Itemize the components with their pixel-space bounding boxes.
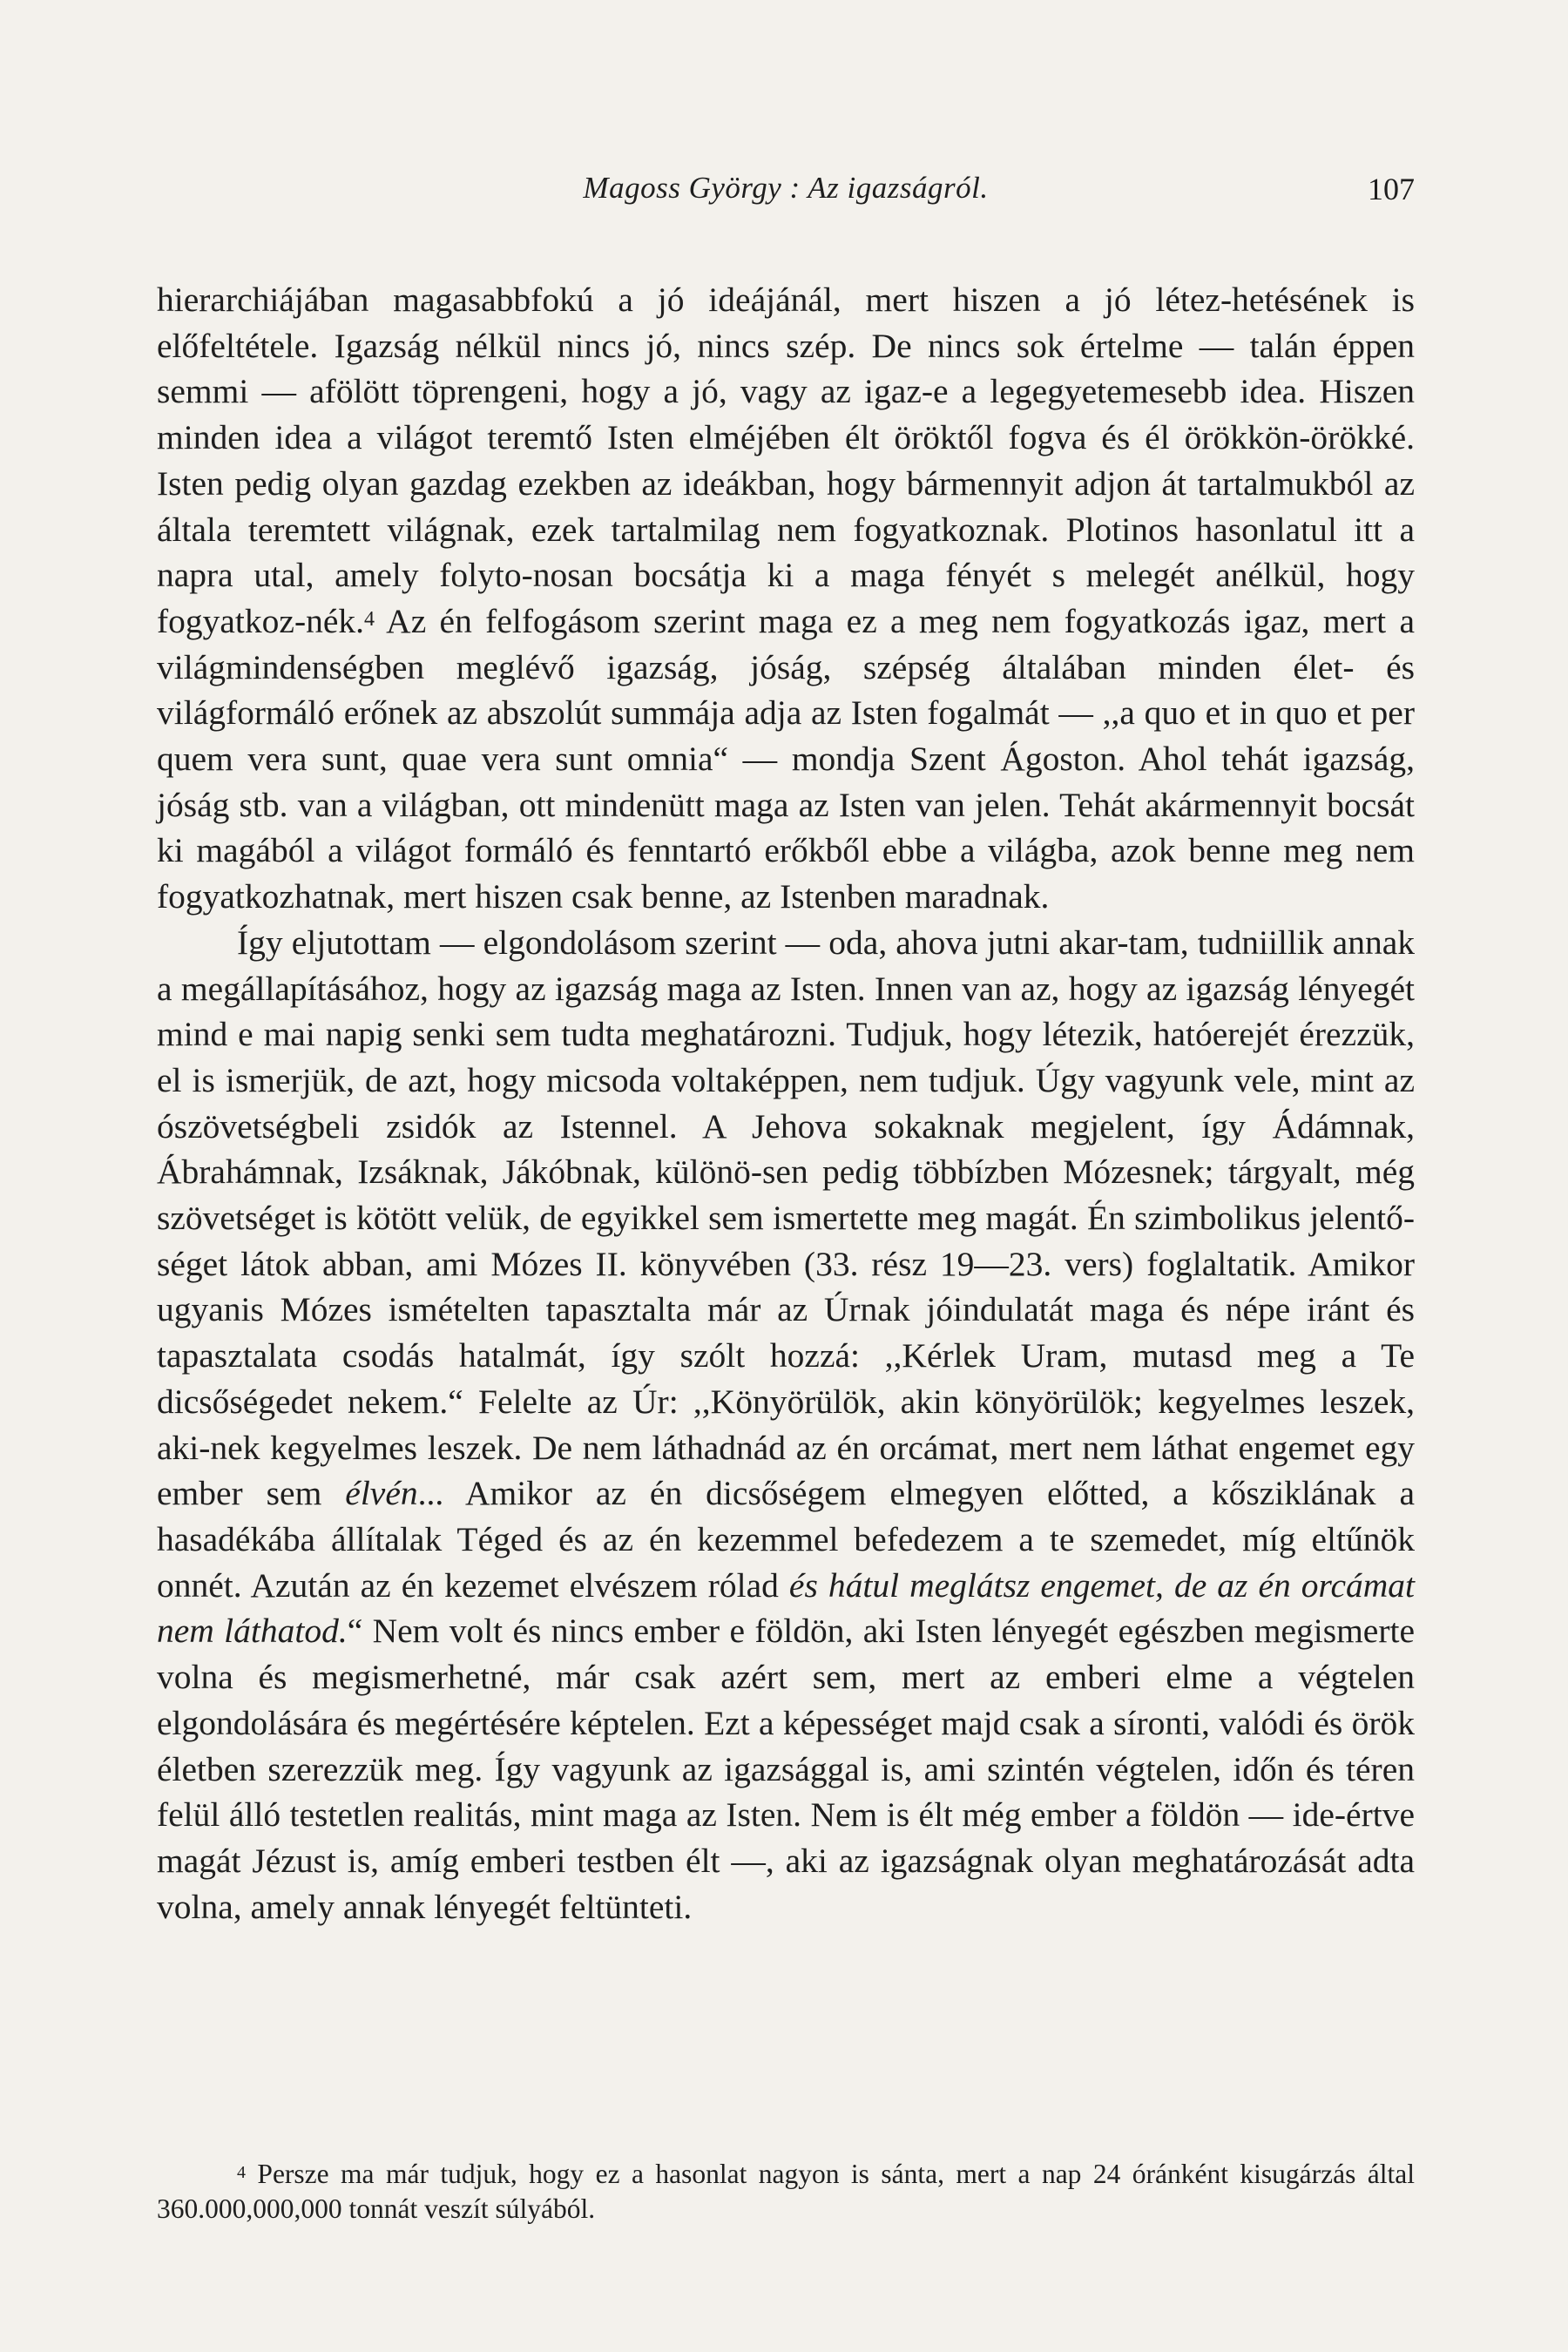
body-text bbox=[157, 277, 1415, 1930]
running-head bbox=[157, 171, 1415, 214]
paragraph-1-part-a: hierarchiájában magasabbfokú a jó ideájánál, mert hiszen a jó létez-hetésének is előfeltétele. Igazság nélkül nincs jó, nincs szép. De nincs sok értelme — talán éppen semmi — afölött töprengeni, hogy a jó, vagy az igaz-e a legegyetemesebb idea. Hiszen minden idea a világot teremtő Isten elméjében élt öröktől fogva és él örökkön-örökké. Isten pedig olyan gazdag ezekben az ideákban, hogy bármennyit adjon át tartalmukból az általa teremtett világnak, ezek tartalmilag nem fogyatkoznak. Plotinos hasonlatul itt a napra utal, amely folyto-nosan bocsátja ki a maga fényét s melegét anélkül, hogy fogyatkoz-nék. bbox=[157, 280, 1415, 640]
italic-phrase-quote: és hátul meglátsz engemet, de az én orcámat nem láthatod. bbox=[157, 1565, 1415, 1651]
paragraph-1-part-b: Az én felfogásom szerint maga ez a meg nem fogyatkozás igaz, mert a világmindenségben meglévő igazság, jóság, szépség általában minden élet- és világformáló erőnek az abszolút summája adja az Isten fogalmát — ,,a quo et in quo et per quem vera sunt, quae vera sunt omnia“ — mondja Szent Ágoston. Ahol tehát igazság, jóság stb. van a világban, ott mindenütt maga az Isten van jelen. Tehát akármennyit bocsát ki magából a világot formáló és fenntartó erőkből ebbe a világba, azok benne meg nem fogyatkozhatnak, mert hiszen csak benne, az Istenben maradnak. bbox=[157, 601, 1415, 916]
paragraph-2-part-c: “ Nem volt és nincs ember e földön, aki Isten lényegét egészben megismerte volna és megismerhetné, már csak azért sem, mert az emberi elme a végtelen elgondolására és megértésére képtelen. Ezt a képességet majd csak a síronti, valódi és örök életben szerezzük meg. Így vagyunk az igazsággal is, ami szintén végtelen, időn és téren felül álló testetlen realitás, mint maga az Isten. Nem is élt még ember a földön — ide-értve magát Jézust is, amíg emberi testben élt —, aki az igazságnak olyan meghatározását adta volna, amely annak lényegét feltünteti. bbox=[157, 1612, 1415, 1926]
paragraph-2 bbox=[157, 920, 1415, 1930]
paragraph-2-part-a: Így eljutottam — elgondolásom szerint — oda, ahova jutni akar-tam, tudniillik annak a megállapításához, hogy az igazság maga az Isten. Innen van az, hogy az igazság lényegét mind e mai napig senki sem tudta meghatározni. Tudjuk, hogy létezik, hatóerejét érezzük, el is ismerjük, de azt, hogy micsoda voltaképpen, nem tudjuk. Úgy vagyunk vele, mint az ószövetségbeli zsidók az Istennel. A Jehova sokaknak megjelent, így Ádámnak, Ábrahámnak, Izsáknak, Jákóbnak, különö-sen pedig többízben Mózesnek; tárgyalt, még szövetséget is kötött velük, de egyikkel sem ismertette meg magát. Én szimbolikus jelentő-séget látok abban, ami Mózes II. könyvében (33. rész 19—23. vers) foglaltatik. Amikor ugyanis Mózes ismételten tapasztalta már az Úrnak jóindulatát maga és népe iránt és tapasztalata csodás hatalmát, így szólt hozzá: ,,Kérlek Uram, mutasd meg a Te dicsőségedet nekem.“ Felelte az Úr: ,,Könyörülök, akin könyörülök; kegyelmes leszek, aki-nek kegyelmes leszek. De nem láthadnád az én orcámat, mert nem láthat engemet egy ember sem bbox=[157, 923, 1415, 1513]
footnote-text: Persze ma már tudjuk, hogy ez a hasonlat nagyon is sánta, mert a nap 24 óránként kisugárzás által 360.000,000,000 tonnát veszít súlyából. bbox=[157, 2159, 1415, 2224]
paragraph-1 bbox=[157, 277, 1415, 920]
italic-phrase-elven: élvén bbox=[345, 1474, 418, 1513]
footnote-mark: 4 bbox=[237, 2163, 246, 2182]
page-number: 107 bbox=[1368, 172, 1415, 206]
running-title: Magoss György : Az igazságról. bbox=[583, 171, 989, 205]
paragraph-2-part-b: ... Amikor az én dicsőségem elmegyen előtted, a kősziklának a hasadékába állítalak Téged és az én kezemmel befedezem a te szemedet, míg eltűnök onnét. Azután az én kezemet elvészem rólad bbox=[157, 1474, 1415, 1605]
footnote-reference: 4 bbox=[364, 607, 375, 631]
footnote bbox=[157, 2157, 1415, 2227]
